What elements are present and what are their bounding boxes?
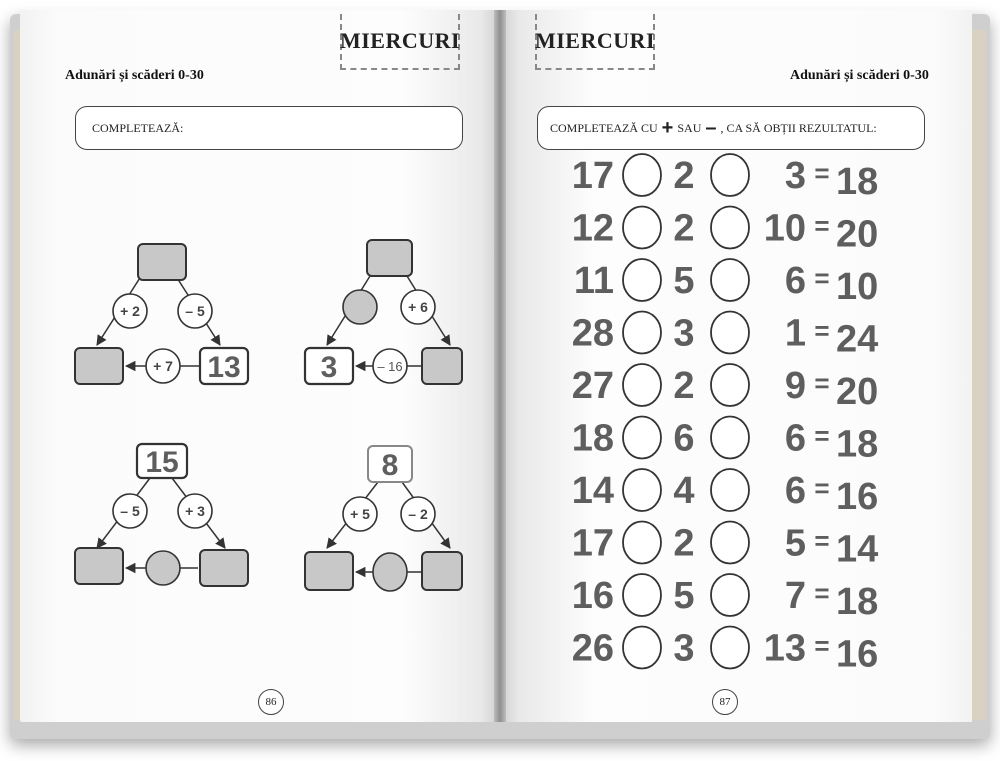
equation-list [560, 150, 900, 690]
puzzle-1-bottom-left-box[interactable] [75, 348, 123, 384]
equation-8-b: 2 [673, 522, 695, 565]
puzzle-2-bottom-left-value: 3 [320, 351, 338, 384]
right-instruction-box [537, 106, 925, 150]
equation-5-result: 20 [836, 371, 879, 413]
right-cover-edge [970, 30, 986, 720]
equation-2-operator-1-circle[interactable] [623, 207, 661, 249]
equation-5-b: 2 [673, 365, 695, 407]
equation-3-c: 6 [784, 260, 806, 302]
puzzle-4-left-op: + 5 [350, 506, 370, 522]
equation-8-result: 14 [836, 528, 879, 571]
equation-4-equals: = [814, 315, 830, 346]
triangle-puzzles [60, 230, 480, 600]
left-instruction-box [75, 106, 463, 150]
equation-10-result: 16 [836, 633, 879, 676]
equation-6-c: 6 [784, 417, 806, 460]
right-instruction-part1: COMPLETEAZĂ CU [550, 120, 658, 135]
puzzle-4-top-value: 8 [381, 449, 399, 482]
left-instruction-text: COMPLETEAZĂ: [92, 120, 184, 135]
equation-2-result: 20 [836, 213, 879, 256]
left-page-number: 86 [258, 689, 284, 715]
equation-6-result: 18 [836, 423, 879, 466]
equation-4-a: 28 [571, 312, 614, 355]
right-instruction-part2: , CA SĂ OBȚII REZULTATUL: [720, 120, 877, 135]
equation-5-equals: = [814, 368, 830, 398]
equation-8-operator-1-circle[interactable] [623, 522, 661, 564]
equation-7-equals: = [814, 473, 830, 503]
puzzle-3-bottom-op-circle[interactable] [146, 551, 180, 585]
equation-1-a: 17 [571, 155, 614, 197]
equation-1-operator-2-circle[interactable] [711, 154, 749, 196]
equation-9-b: 5 [673, 575, 695, 617]
puzzle-3-bottom-left-box[interactable] [75, 548, 123, 584]
equation-4-operator-2-circle[interactable] [711, 312, 749, 354]
plus-symbol: + [661, 116, 674, 139]
equation-3-equals: = [814, 263, 830, 293]
equation-7-operator-1-circle[interactable] [623, 469, 661, 511]
puzzle-4-bottom-op-circle[interactable] [373, 553, 407, 591]
puzzle-3-top-value: 15 [145, 446, 179, 479]
equation-5-a: 27 [571, 365, 614, 407]
equation-10-c: 13 [763, 627, 806, 670]
equation-3-a: 11 [573, 260, 614, 302]
equation-8-operator-2-circle[interactable] [711, 522, 749, 564]
puzzle-3-right-op: + 3 [185, 503, 205, 519]
puzzle-4-bottom-left-box[interactable] [305, 552, 353, 590]
equation-1-c: 3 [784, 155, 806, 197]
equation-2-equals: = [814, 210, 830, 241]
puzzle-1-bottom-op: + 7 [153, 358, 173, 374]
equation-9-a: 16 [571, 575, 614, 617]
equation-7-result: 16 [836, 476, 879, 518]
equation-8-a: 17 [571, 522, 614, 565]
equation-2-c: 10 [763, 207, 806, 250]
instruction-sau: SAU [677, 120, 702, 135]
equation-9-operator-2-circle[interactable] [711, 574, 749, 616]
equation-10-a: 26 [571, 627, 614, 670]
left-day-tab: MIERCURI [340, 14, 460, 70]
equation-2-b: 2 [673, 207, 695, 250]
equation-9-operator-1-circle[interactable] [623, 574, 661, 616]
puzzle-2-left-op-circle[interactable] [343, 290, 377, 324]
puzzle-1-left-op: + 2 [120, 303, 140, 319]
right-page-number: 87 [712, 689, 738, 715]
equation-2-a: 12 [571, 207, 614, 250]
equation-3-operator-1-circle[interactable] [623, 259, 661, 301]
equation-7-b: 4 [673, 470, 695, 512]
equation-1-equals: = [814, 158, 830, 188]
puzzle-4-bottom-right-box[interactable] [422, 552, 462, 590]
equation-7-c: 6 [784, 470, 806, 512]
puzzle-2 [305, 240, 462, 384]
equation-6-operator-2-circle[interactable] [711, 417, 749, 459]
equation-7-a: 14 [571, 470, 614, 512]
equation-8-equals: = [814, 525, 830, 556]
right-section-title: Adunări și scăderi 0-30 [790, 68, 929, 83]
equation-4-result: 24 [836, 318, 879, 361]
equation-5-c: 9 [784, 365, 806, 407]
equation-10-b: 3 [673, 627, 695, 670]
puzzle-3-bottom-right-box[interactable] [200, 550, 248, 586]
equation-5-operator-1-circle[interactable] [623, 364, 661, 406]
puzzle-2-right-op: + 6 [408, 299, 428, 315]
puzzle-3 [75, 444, 248, 586]
equation-7-operator-2-circle[interactable] [711, 469, 749, 511]
puzzle-1-bottom-right-value: 13 [207, 351, 241, 384]
equation-3-b: 5 [673, 260, 695, 302]
puzzle-4 [305, 446, 462, 591]
equation-5-operator-2-circle[interactable] [711, 364, 749, 406]
equation-6-b: 6 [673, 417, 695, 460]
equation-6-a: 18 [571, 417, 614, 460]
equation-3-result: 10 [836, 266, 879, 308]
equation-10-operator-2-circle[interactable] [711, 627, 749, 669]
equation-8-c: 5 [784, 522, 806, 565]
equation-2-operator-2-circle[interactable] [711, 207, 749, 249]
equation-10-operator-1-circle[interactable] [623, 627, 661, 669]
puzzle-2-bottom-right-box[interactable] [422, 348, 462, 384]
puzzle-2-bottom-op: – 16 [377, 359, 403, 374]
equation-6-operator-1-circle[interactable] [623, 417, 661, 459]
equation-4-b: 3 [673, 312, 695, 355]
equation-1-operator-1-circle[interactable] [623, 154, 661, 196]
equation-6-equals: = [814, 420, 830, 451]
equation-4-operator-1-circle[interactable] [623, 312, 661, 354]
puzzle-1-right-op: – 5 [185, 303, 205, 319]
left-section-title: Adunări și scăderi 0-30 [65, 68, 204, 83]
equation-1-b: 2 [673, 155, 695, 197]
book-spine [494, 10, 506, 722]
puzzle-1-top-box[interactable] [138, 244, 186, 280]
equation-10-equals: = [814, 630, 830, 661]
equation-1-result: 18 [836, 161, 879, 203]
equation-9-result: 18 [836, 581, 879, 623]
puzzle-4-right-op: – 2 [408, 506, 428, 522]
equation-9-c: 7 [784, 575, 806, 617]
equation-3-operator-2-circle[interactable] [711, 259, 749, 301]
equation-9-equals: = [814, 578, 830, 608]
puzzle-1 [75, 244, 248, 384]
puzzle-3-left-op: – 5 [120, 503, 140, 519]
puzzle-2-top-box[interactable] [367, 240, 412, 276]
equation-4-c: 1 [784, 312, 806, 355]
right-day-tab: MIERCURI [535, 14, 655, 70]
minus-symbol: – [705, 116, 717, 139]
